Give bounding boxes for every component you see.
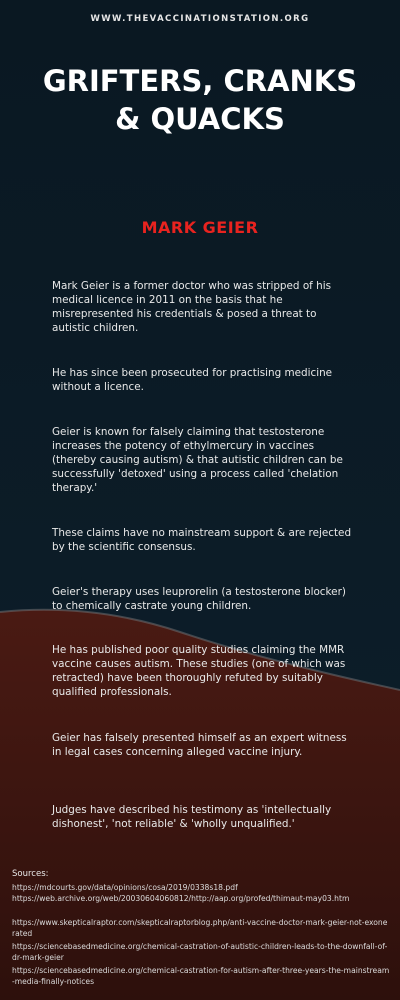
subject-name: MARK GEIER [141,218,259,237]
source-link-4[interactable]: https://sciencebasedmedicine.org/chemical-castration-of-autistic-children-leads-to-the-downfall-of-dr-mark-geier [12,942,388,962]
paragraph-3: Geier is known for falsely claiming that testosterone increases the potency of ethylmercury in vaccines (thereby causing autism) & that autistic children can be successfully 'detoxed' using a process called 'chelation therapy.' [52,426,343,494]
source-link-5[interactable]: https://sciencebasedmedicine.org/chemical-castration-for-autism-after-three-years-the-mainstream-media-finally-notices [12,966,390,986]
sources-heading: Sources: [12,869,49,879]
paragraph-8: Judges have described his testimony as 'intellectually dishonest', 'not reliable' & 'wholly unqualified.' [52,804,332,830]
source-link-1[interactable]: https://mdcourts.gov/data/opinions/cosa/2019/0338s18.pdf [12,883,238,892]
source-link-3[interactable]: https://www.skepticalraptor.com/skepticalraptorblog.php/anti-vaccine-doctor-mark-geier-not-exonerated [12,918,388,938]
paragraph-1: Mark Geier is a former doctor who was stripped of his medical licence in 2011 on the basis that he misrepresented his credentials & posed a threat to autistic children. [52,280,332,334]
paragraph-5: Geier's therapy uses leuprorelin (a testosterone blocker) to chemically castrate young children. [52,586,346,612]
site-url[interactable]: WWW.THEVACCINATIONSTATION.ORG [90,14,310,24]
paragraph-2: He has since been prosecuted for practising medicine without a licence. [52,367,333,393]
title-line-1: GRIFTERS, CRANKS [42,64,358,98]
paragraph-4: These claims have no mainstream support & are rejected by the scientific consensus. [52,527,352,553]
paragraph-6: He has published poor quality studies claiming the MMR vaccine causes autism. These studies (one of which was retracted) have been thoroughly refuted by suitably qualified professionals. [52,644,346,698]
paragraph-7: Geier has falsely presented himself as an expert witness in legal cases concerning alleged vaccine injury. [52,732,347,758]
title-line-2: & QUACKS [115,102,285,136]
source-link-2[interactable]: https://web.archive.org/web/20030604060812/http://aap.org/profed/thimaut-may03.htm [12,894,350,903]
page-title [0,62,400,138]
